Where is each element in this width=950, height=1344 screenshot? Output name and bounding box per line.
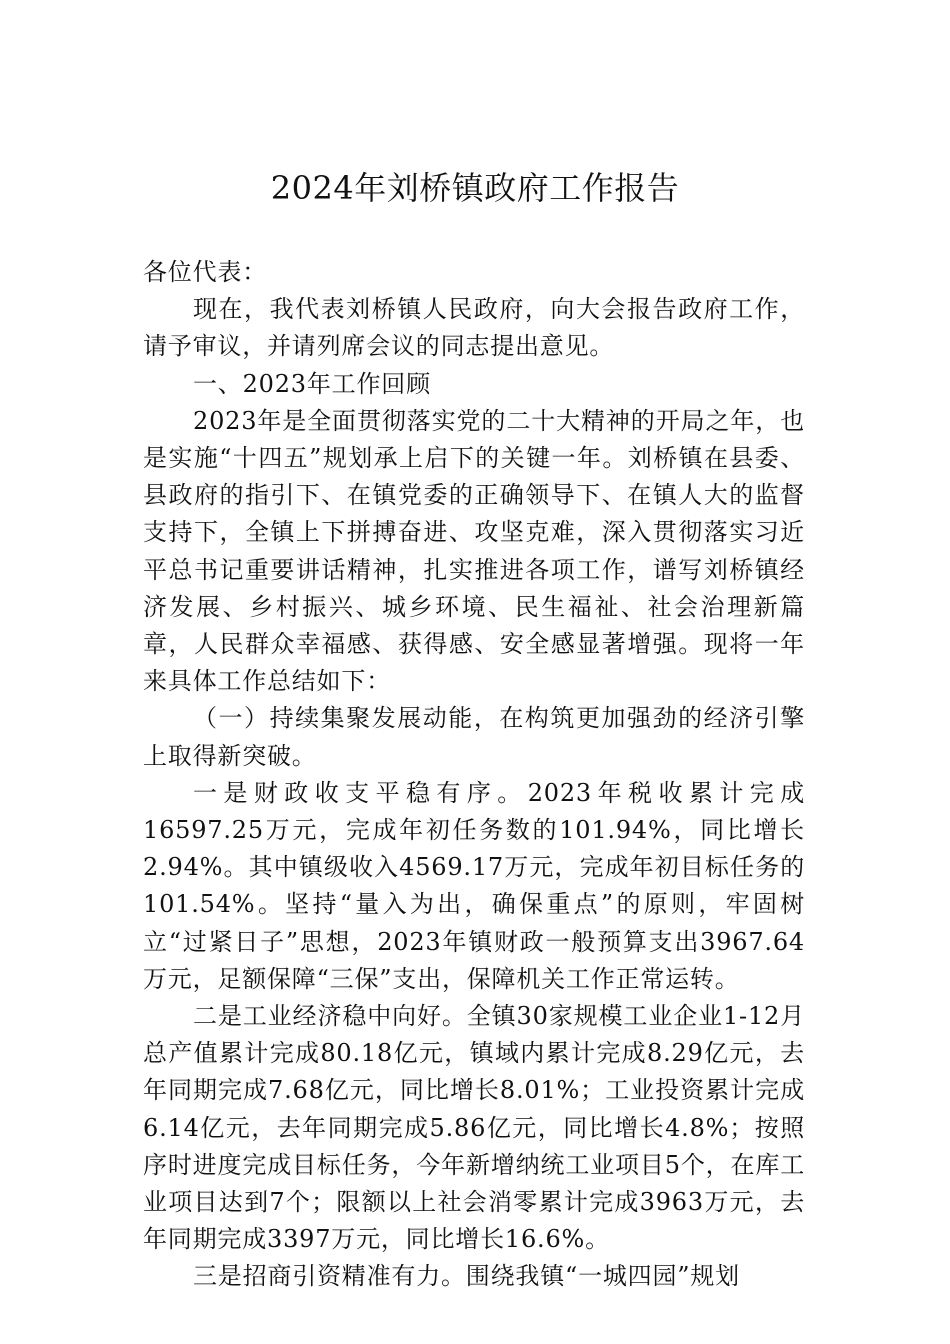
document-title: 2024年刘桥镇政府工作报告 (270, 169, 680, 207)
paragraph-overview: 2023年是全面贯彻落实党的二十大精神的开局之年，也是实施“十四五”规划承上启下的关键一年。刘桥镇在县委、县政府的指引下、在镇党委的正确领导下、在镇人大的监督支持下，全镇上下拼搏奋进、攻坚克难，深入贯彻落实习近平总书记重要讲话精神，扎实推进各项工作，谱写刘桥镇经济发展、乡村振兴、城乡环境、民生福祉、社会治理新篇章，人民群众幸福感、获得感、安全感显著增强。现将一年来具体工作总结如下： (143, 406, 805, 696)
salutation: 各位代表： (143, 258, 267, 286)
document-body (143, 254, 805, 1296)
paragraph-finance: 一是财政收支平稳有序。2023年税收累计完成16597.25万元，完成年初任务数的101.94%，同比增长2.94%。其中镇级收入4569.17万元，完成年初目标任务的101.54%。坚持“量入为出，确保重点”的原则，牢固树立“过紧日子”思想，2023年镇财政一般预算支出3967.64万元，足额保障“三保”支出，保障机关工作正常运转。 (143, 778, 805, 993)
paragraph-industry: 二是工业经济稳中向好。全镇30家规模工业企业1-12月总产值累计完成80.18亿元，镇域内累计完成8.29亿元，去年同期完成7.68亿元，同比增长8.01%；工业投资累计完成6.14亿元，去年同期完成5.86亿元，同比增长4.8%；按照序时进度完成目标任务，今年新增纳统工业项目5个，在库工业项目达到7个；限额以上社会消零累计完成3963万元，去年同期完成3397万元，同比增长16.6%。 (143, 1002, 805, 1254)
subsection-heading: （一）持续集聚发展动能，在构筑更加强劲的经济引擎上取得新突破。 (143, 704, 805, 770)
section-heading: 一、2023年工作回顾 (193, 369, 431, 398)
paragraph-intro: 现在，我代表刘桥镇人民政府，向大会报告政府工作，请予审议，并请列席会议的同志提出意见。 (143, 295, 805, 361)
paragraph-investment: 三是招商引资精准有力。围绕我镇“一城四园”规划 (193, 1262, 740, 1291)
